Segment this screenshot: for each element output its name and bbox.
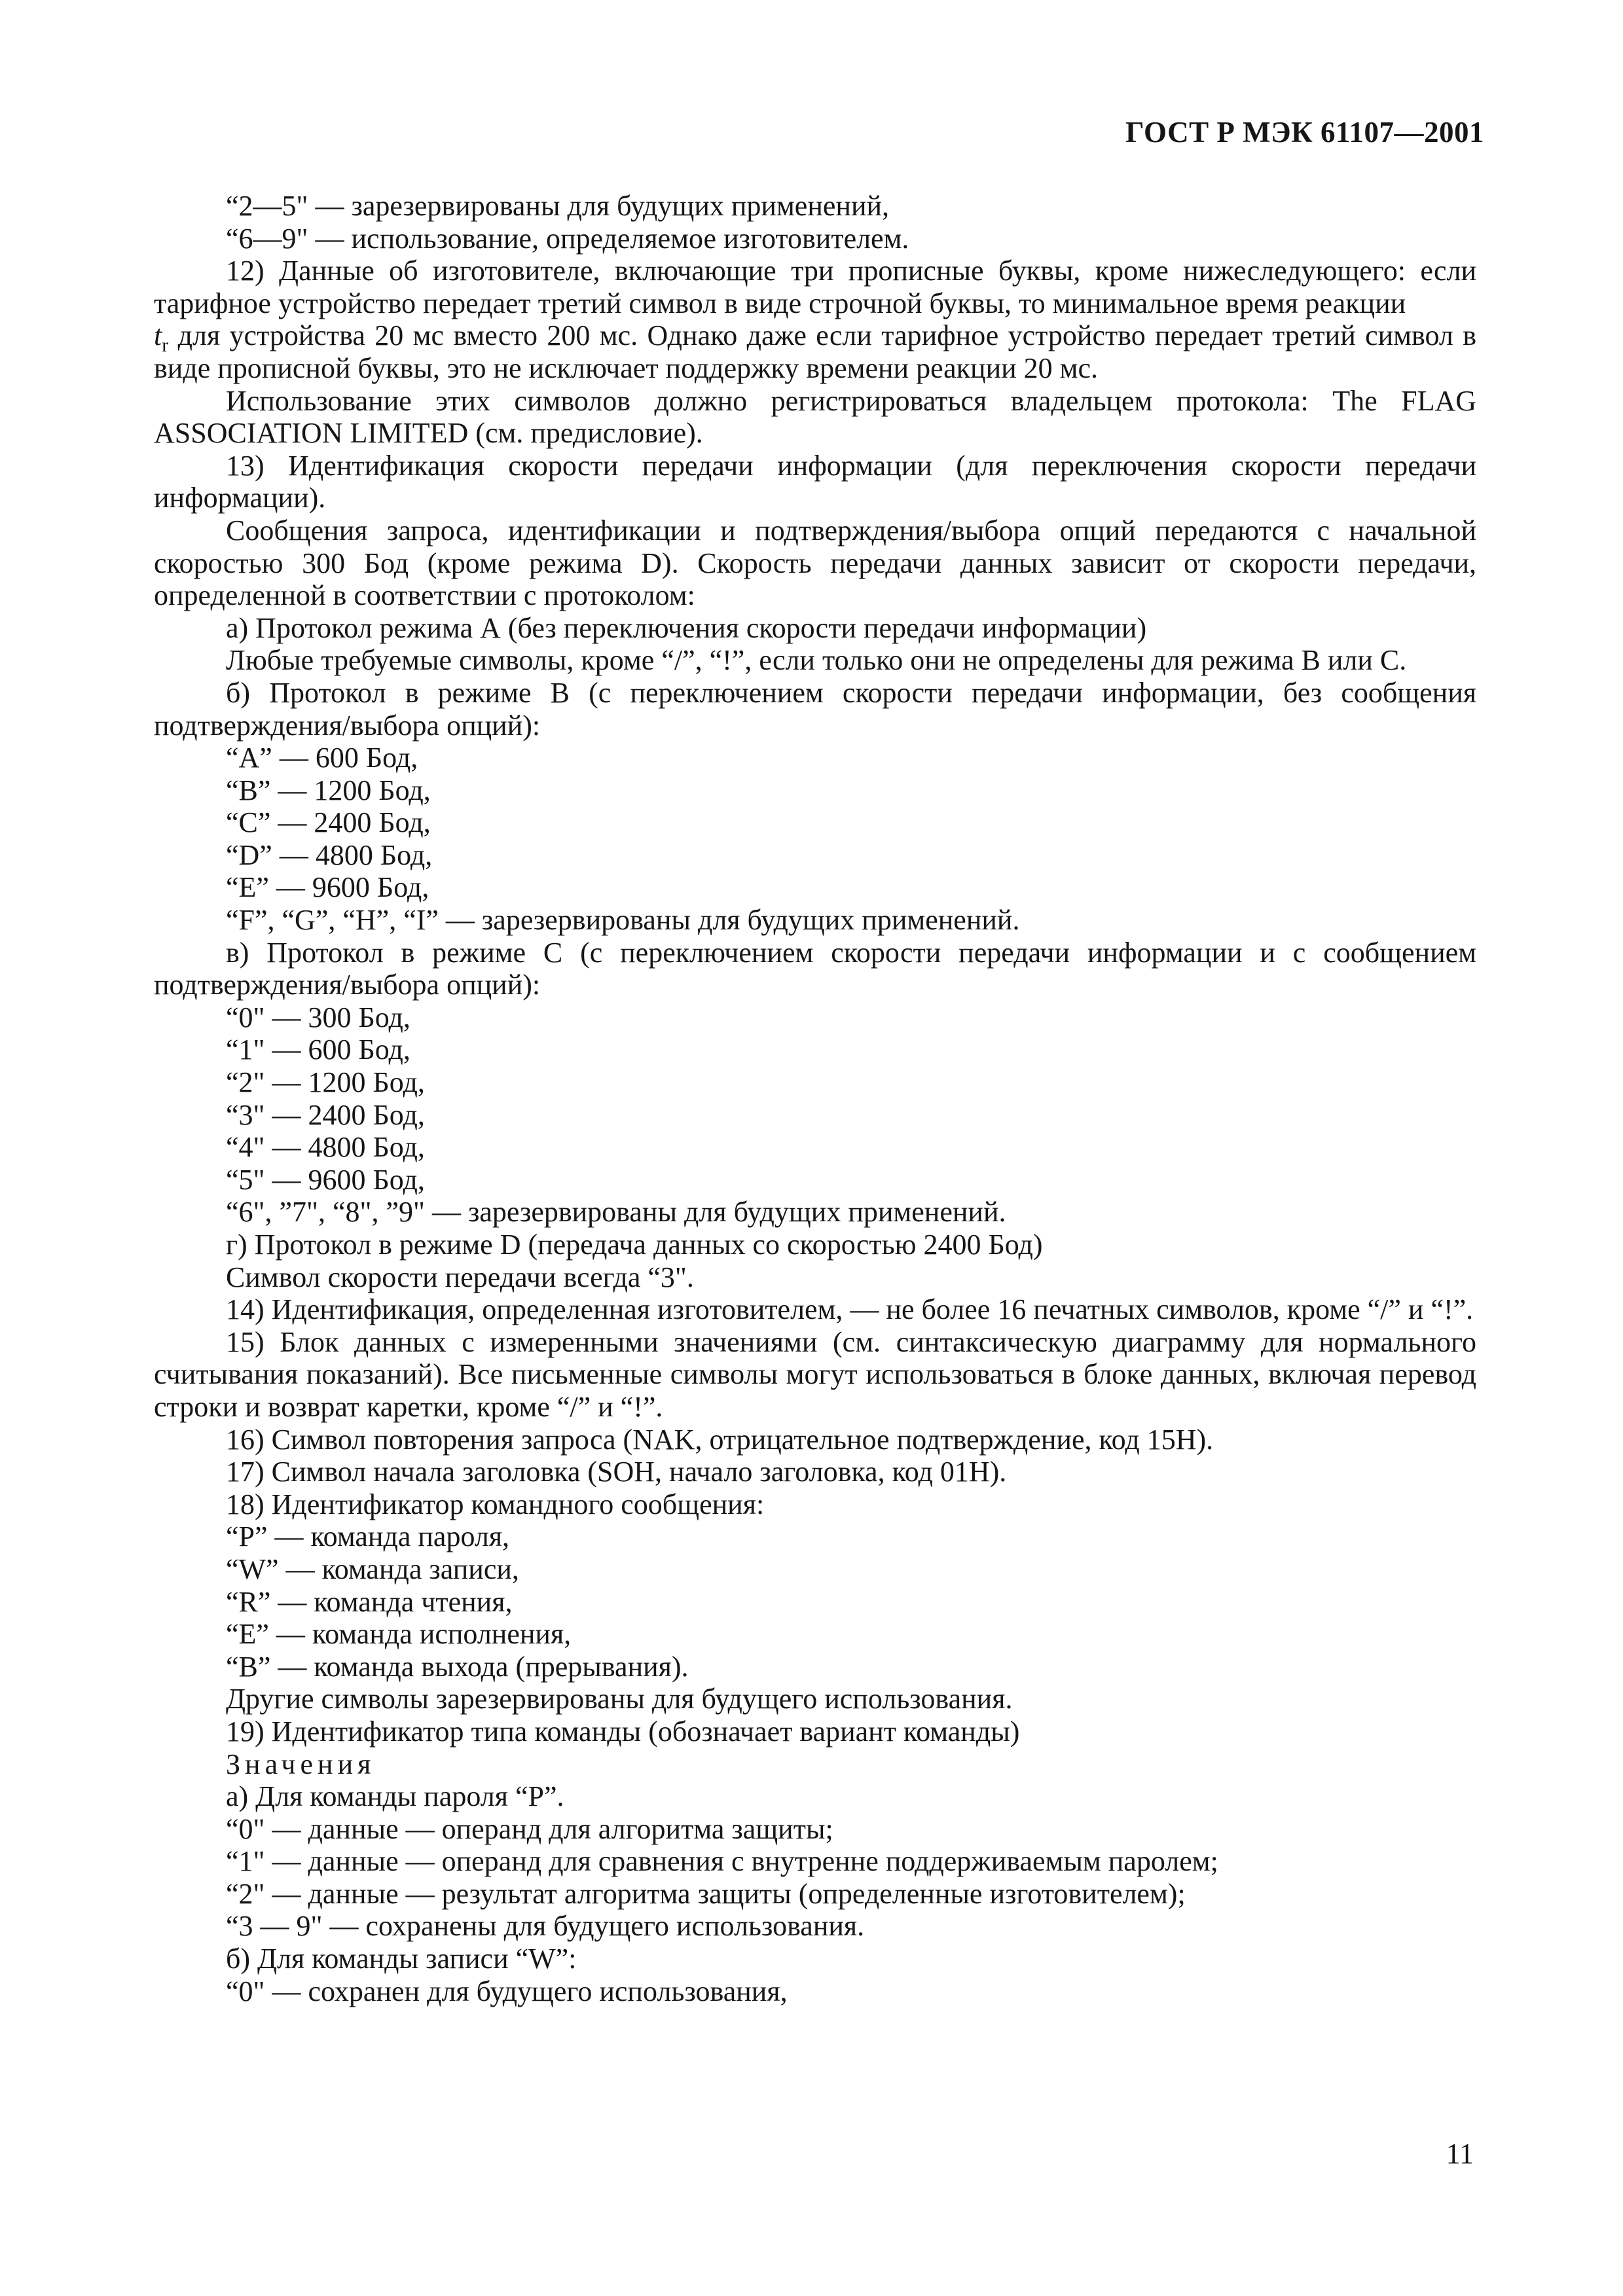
paragraph: Использование этих символов должно регистрироваться владельцем протокола: The FLAG ASSOCIATION LIMITED (см. предисловие). xyxy=(154,384,1476,450)
paragraph: Сообщения запроса, идентификации и подтверждения/выбора опций передаются с начальной скоростью 300 Бод (кроме режима D). Скорость передачи данных зависит от скорости передачи, определенной в соответствии с протоколом: xyxy=(154,514,1476,612)
list-item: “В” — 1200 Бод, xyxy=(226,774,431,806)
list-item: “6", ”7", “8", ”9" — зарезервированы для будущих применений. xyxy=(226,1196,1006,1229)
list-item: “1" — 600 Бод, xyxy=(226,1033,410,1066)
paragraph: 16) Символ повторения запроса (NAK, отрицательное подтверждение, код 15H). xyxy=(226,1423,1214,1456)
list-item: “R” — команда чтения, xyxy=(226,1585,513,1618)
reaction-time-subscript: r xyxy=(162,334,169,357)
list-item: “1" — данные — операнд для сравнения с внутренне поддерживаемым паролем; xyxy=(226,1845,1218,1878)
list-item: “В” — команда выхода (прерывания). xyxy=(226,1650,689,1683)
list-item: “С” — 2400 Бод, xyxy=(226,806,431,839)
reaction-time-symbol: t xyxy=(154,319,162,352)
paragraph: 15) Блок данных с измеренными значениями (см. синтаксическую диаграмму для нормального считывания показаний). Все письменные символы могут использоваться в блоке данных, включая перевод строки и возврат каретки, кроме “/” и “!”. xyxy=(154,1325,1476,1423)
list-item: “3" — 2400 Бод, xyxy=(226,1098,425,1131)
paragraph: 19) Идентификатор типа команды (обозначает вариант команды) xyxy=(226,1715,1020,1748)
page-number: 11 xyxy=(1446,2138,1474,2170)
paragraph: Символ скорости передачи всегда “3". xyxy=(226,1261,694,1293)
paragraph-text: для устройства 20 мс вместо 200 мс. Однако даже если тарифное устройство передает третий символ в виде прописной буквы, это не исключает поддержку времени реакции 20 мс. xyxy=(154,319,1477,384)
list-item: “Е” — 9600 Бод, xyxy=(226,871,429,904)
list-item: “2" — 1200 Бод, xyxy=(226,1066,425,1099)
list-item: “2" — данные — результат алгоритма защиты (определенные изготовителем); xyxy=(226,1877,1186,1910)
list-item: “0" — данные — операнд для алгоритма защиты; xyxy=(226,1812,833,1845)
paragraph: 18) Идентификатор командного сообщения: xyxy=(226,1488,765,1520)
document-body xyxy=(154,190,1476,2007)
paragraph: 13) Идентификация скорости передачи информации (для переключения скорости передачи информации). xyxy=(154,449,1476,514)
paragraph: Другие символы зарезервированы для будущего использования. xyxy=(226,1683,1013,1715)
paragraph: 17) Символ начала заголовка (SOH, начало заголовка, код 01H). xyxy=(226,1456,1007,1488)
paragraph: б) Для команды записи “W”: xyxy=(226,1943,577,1975)
paragraph: “2—5" — зарезервированы для будущих применений, xyxy=(226,190,890,222)
paragraph: а) Протокол режима А (без переключения скорости передачи информации) xyxy=(226,611,1147,644)
paragraph: г) Протокол в режиме D (передача данных со скоростью 2400 Бод) xyxy=(226,1229,1043,1261)
standard-designation: ГОСТ Р МЭК 61107—2001 xyxy=(1125,116,1484,149)
list-item: “Р” — команда пароля, xyxy=(226,1520,510,1553)
paragraph: Любые требуемые символы, кроме “/”, “!”, если только они не определены для режима В или С. xyxy=(226,644,1407,677)
list-item: “W” — команда записи, xyxy=(226,1552,519,1585)
paragraph: “6—9" — использование, определяемое изготовителем. xyxy=(226,222,909,255)
list-item: “5" — 9600 Бод, xyxy=(226,1163,425,1196)
note-heading: Значения xyxy=(226,1748,376,1780)
paragraph: а) Для команды пароля “Р”. xyxy=(226,1780,564,1813)
list-item: “Е” — команда исполнения, xyxy=(226,1618,572,1651)
list-item: “3 — 9" — сохранены для будущего использования. xyxy=(226,1910,865,1943)
paragraph: 12) Данные об изготовителе, включающие три прописные буквы, кроме нижеследующего: если тарифное устройство передает третий символ в виде строчной буквы, то минимальное время реакции xyxy=(154,255,1476,319)
paragraph: в) Протокол в режиме С (с переключением скорости передачи информации и с сообщением подтверждения/выбора опций): xyxy=(154,936,1476,1001)
paragraph: 14) Идентификация, определенная изготовителем, — не более 16 печатных символов, кроме “/” и “!”. xyxy=(226,1293,1474,1326)
list-item: “0" — 300 Бод, xyxy=(226,1001,410,1033)
list-item: “F”, “G”, “H”, “I” — зарезервированы для будущих применений. xyxy=(226,904,1020,937)
list-item: “0" — сохранен для будущего использования, xyxy=(226,1975,788,2007)
list-item: “А” — 600 Бод, xyxy=(226,742,418,774)
paragraph xyxy=(154,319,1476,384)
list-item: “D” — 4800 Бод, xyxy=(226,838,433,871)
paragraph: б) Протокол в режиме В (с переключением скорости передачи информации, без сообщения подтверждения/выбора опций): xyxy=(154,676,1476,742)
list-item: “4" — 4800 Бод, xyxy=(226,1131,425,1164)
